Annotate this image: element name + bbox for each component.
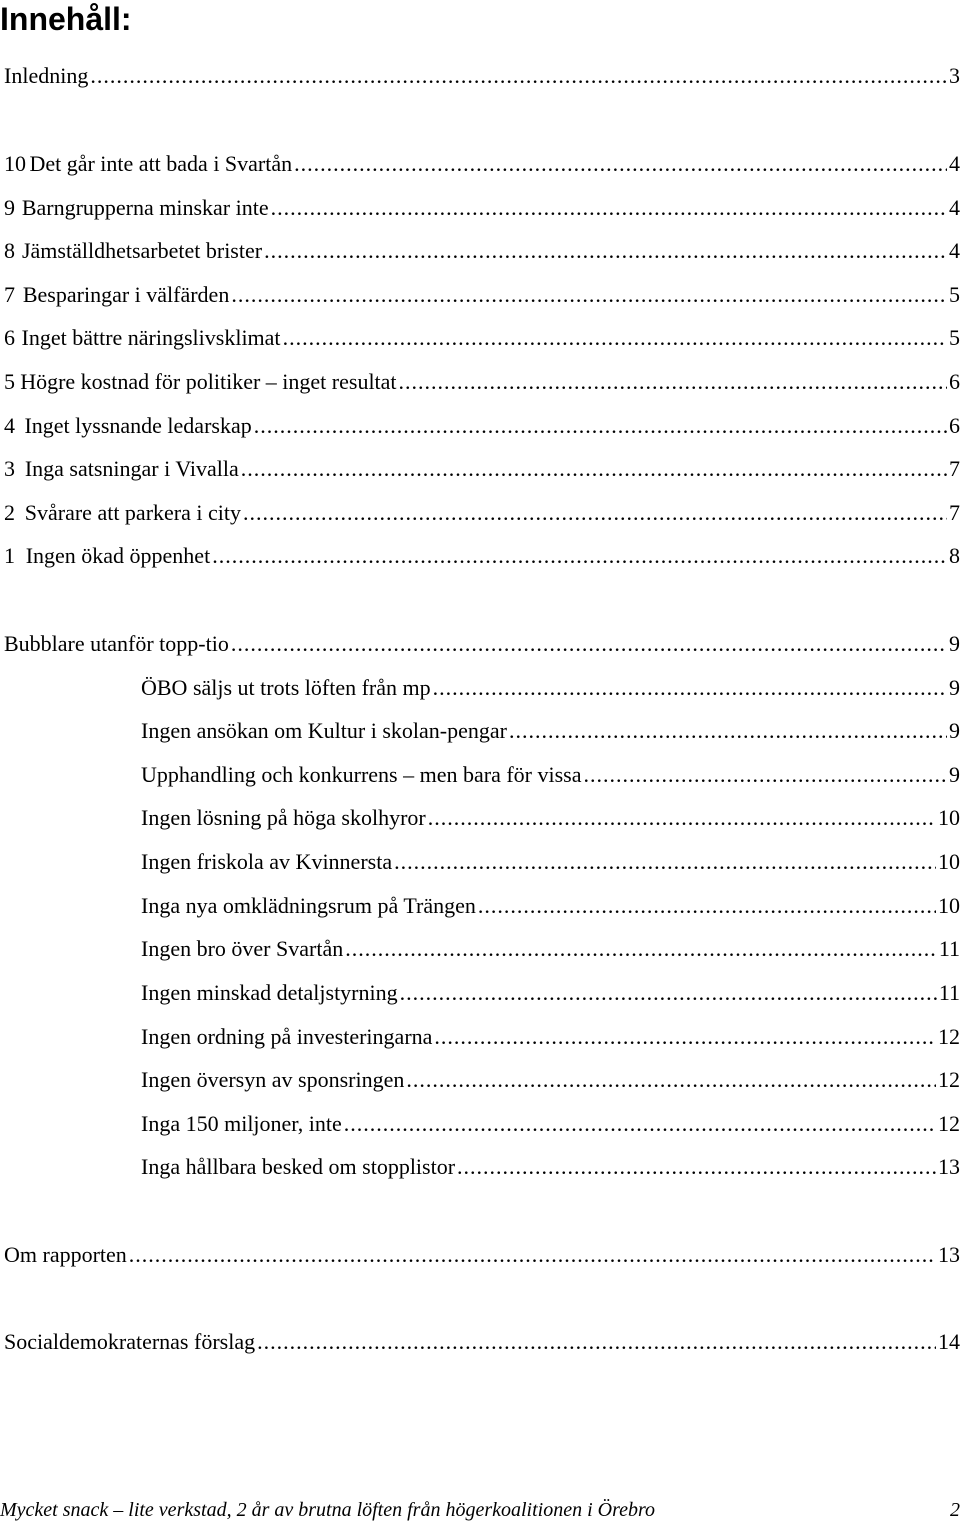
toc-subentry[interactable] [141,1109,960,1139]
toc-entry-title: Ingen bro över Svartån [141,936,344,961]
toc-subentry[interactable] [141,934,960,964]
dot-leader [271,193,947,223]
toc-page-number: 6 [949,413,960,438]
toc-entry-rank-10[interactable] [4,149,960,179]
toc-page-number: 13 [938,1154,960,1179]
toc-entry-inledning[interactable] [4,61,960,91]
toc-entry-rank-8[interactable] [4,236,960,266]
toc-entry-title: Bubblare utanför topp-tio [4,631,229,656]
toc-subentry[interactable] [141,891,960,921]
toc-entry-title: Högre kostnad för politiker – inget resultat [20,369,397,394]
toc-entry-title: Jämställdhetsarbetet brister [21,238,263,263]
toc-entry-title: Inledning [4,63,89,88]
toc-entry-bubblare[interactable] [4,629,960,659]
toc-subentry[interactable] [141,803,960,833]
dot-leader [241,454,947,484]
toc-entry-rank-1[interactable] [4,541,960,571]
page-footer [0,1497,960,1523]
dot-leader [257,1327,936,1357]
toc-subentry[interactable] [141,760,960,790]
dot-leader [394,847,936,877]
toc-page-number: 4 [949,195,960,220]
toc-entry-title: Om rapporten [4,1242,127,1267]
toc-page-number: 11 [938,980,960,1005]
toc-subentry[interactable] [141,1022,960,1052]
toc-page-number: 12 [938,1024,960,1049]
toc-page-number: 3 [949,63,960,88]
dot-leader [509,716,947,746]
toc-page-number: 10 [938,849,960,874]
toc-entry-title: Inga 150 miljoner, inte [141,1111,342,1136]
toc-entry-title: Ingen ansökan om Kultur i skolan-pengar [141,718,507,743]
toc-entry-title: Upphandling och konkurrens – men bara för vissa [141,762,582,787]
toc-rank-number: 2 [4,500,15,525]
toc-subentry[interactable] [141,716,960,746]
toc-entry-title: Ingen ökad öppenhet [25,543,211,568]
toc-subentry[interactable] [141,673,960,703]
toc-page-number: 11 [938,936,960,961]
toc-rank-number: 9 [4,195,15,220]
toc-entry-title: Socialdemokraternas förslag [4,1329,256,1354]
dot-leader [584,760,947,790]
toc-subentry[interactable] [141,1152,960,1182]
toc-page-number: 6 [949,369,960,394]
toc-entry-rank-4[interactable] [4,411,960,441]
dot-leader [478,891,936,921]
dot-leader [433,673,947,703]
toc-page-number: 9 [949,762,960,787]
toc-page-number: 4 [949,238,960,263]
dot-leader [243,498,947,528]
toc-entry-title: Inga nya omklädningsrum på Trängen [141,893,476,918]
dot-leader [457,1152,936,1182]
toc-rank-number: 7 [4,282,15,307]
toc-rank-number: 3 [4,456,15,481]
toc-entry-rank-5[interactable] [4,367,960,397]
toc-rank-number: 5 [4,369,15,394]
toc-entry-title: Svårare att parkera i city [24,500,241,525]
toc-page-number: 5 [949,282,960,307]
dot-leader [231,629,947,659]
toc-entry-title: Ingen översyn av sponsringen [141,1067,405,1092]
toc-entry-title: Inget lyssnande ledarskap [24,413,252,438]
toc-entry-rank-9[interactable] [4,193,960,223]
toc-page-number: 4 [949,151,960,176]
dot-leader [406,1065,936,1095]
toc-page-number: 12 [938,1067,960,1092]
toc-entry-rank-2[interactable] [4,498,960,528]
dot-leader [264,236,947,266]
toc-subentry[interactable] [141,847,960,877]
dot-leader [434,1022,936,1052]
toc-page-number: 5 [949,325,960,350]
toc-page-number: 12 [938,1111,960,1136]
dot-leader [399,367,947,397]
toc-page-number: 7 [949,500,960,525]
dot-leader [90,61,947,91]
toc-rank-number: 6 [4,325,15,350]
footer-title: Mycket snack – lite verkstad, 2 år av brutna löften från högerkoalitionen i Örebro [0,1499,656,1521]
toc-page-number: 13 [938,1242,960,1267]
toc-rank-number: 4 [4,413,15,438]
toc-entry-title: Ingen lösning på höga skolhyror [141,805,426,830]
toc-page-number: 9 [949,718,960,743]
toc-entry-title: Ingen minskad detaljstyrning [141,980,398,1005]
toc-entry-om-rapporten[interactable] [4,1240,960,1270]
toc-entry-title: ÖBO säljs ut trots löften från mp [141,675,431,700]
footer-page-number: 2 [950,1499,960,1521]
toc-entry-title: Ingen ordning på investeringarna [141,1024,433,1049]
dot-leader [400,978,937,1008]
toc-entry-title: Ingen friskola av Kvinnersta [141,849,393,874]
dot-leader [344,1109,936,1139]
toc-entry-title: Inget bättre näringslivsklimat [21,325,281,350]
toc-rank-number: 1 [4,543,15,568]
toc-entry-title: Inga satsningar i Vivalla [24,456,239,481]
toc-page-number: 7 [949,456,960,481]
toc-subentry[interactable] [141,1065,960,1095]
dot-leader [212,541,947,571]
toc-page-number: 10 [938,805,960,830]
toc-entry-rank-6[interactable] [4,323,960,353]
toc-entry-title: Barngrupperna minskar inte [21,195,269,220]
toc-page-number: 8 [949,543,960,568]
toc-page-number: 10 [938,893,960,918]
toc-page-number: 9 [949,631,960,656]
toc-entry-rank-3[interactable] [4,454,960,484]
page-title: Innehåll: [0,1,132,37]
toc-rank-number: 8 [4,238,15,263]
dot-leader [283,323,947,353]
toc-entry-socialdemokraternas-forslag[interactable] [4,1327,960,1357]
dot-leader [231,280,947,310]
dot-leader [294,149,947,179]
toc-subentry[interactable] [141,978,960,1008]
toc-page-number: 14 [938,1329,960,1354]
dot-leader [428,803,936,833]
toc-entry-title: Besparingar i välfärden [22,282,230,307]
toc-entry-title: Inga hållbara besked om stopplistor [141,1154,456,1179]
dot-leader [129,1240,936,1270]
toc-entry-title: Det går inte att bada i Svartån [29,151,293,176]
dot-leader [254,411,947,441]
toc-page-number: 9 [949,675,960,700]
dot-leader [345,934,937,964]
toc-rank-number: 10 [4,151,26,176]
toc-entry-rank-7[interactable] [4,280,960,310]
